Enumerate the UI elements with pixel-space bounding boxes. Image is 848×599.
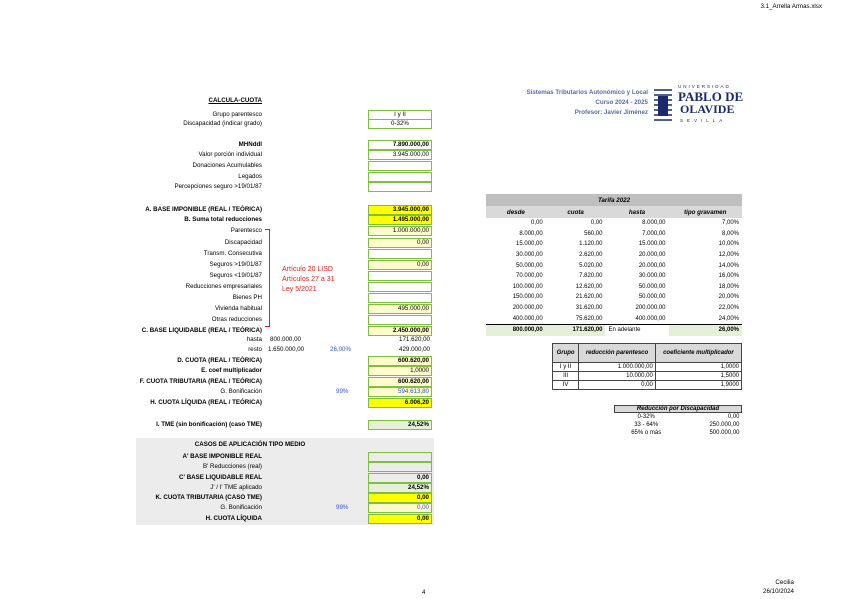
tarifa-row: 70.000,00 7.820,00 30.000,00 16,00% — [516, 273, 739, 280]
calc-value-cell[interactable]: 0,00 — [368, 238, 432, 248]
casos-value-cell[interactable]: 0,00 — [368, 473, 432, 483]
calc-label: Vivienda habitual — [214, 305, 262, 312]
casos-label: G. Bonificación — [220, 504, 262, 511]
tarifa-header: tipo gravamen — [684, 208, 727, 216]
grupo-row: IV 0,00 1,9000 — [553, 381, 742, 390]
calc-label: C. BASE LIQUIDABLE (REAL / TEÓRICA) — [141, 327, 262, 334]
calc-label: A. BASE IMPONIBLE (REAL / TEÓRICA) — [145, 206, 262, 213]
logo-text-pablo: PABLO DE — [678, 89, 744, 104]
calc-label: Discapacidad (indicar grado) — [183, 120, 262, 127]
calc-label: G. Bonificación — [220, 388, 262, 395]
calc-label: Seguros <19/01/87 — [209, 272, 262, 279]
tarifa-row: 200.000,00 31.620,00 200.000,00 22,00% — [512, 305, 739, 312]
calc-value-cell[interactable]: 3.945.000,00 — [368, 150, 432, 160]
tarifa-row: 8.000,00 560,00 7.000,00 8,00% — [519, 230, 739, 237]
hasta-amount: 800.000,00 — [270, 336, 301, 343]
page-number: 4 — [422, 589, 426, 596]
casos-bonif-pct: 99% — [336, 504, 349, 511]
calc-label: Grupo parentesco — [212, 111, 262, 118]
calc-value-cell[interactable] — [368, 182, 432, 192]
logo-text-universidad: UNIVERSIDAD — [678, 84, 731, 89]
discap-title: Reducción por Discapacidad — [615, 406, 742, 413]
casos-value-cell[interactable]: 24,52% — [368, 483, 432, 493]
tarifa-row: 50.000,00 5.020,00 20.000,00 14,00% — [516, 262, 739, 269]
discap-row: 33 - 64% 250.000,00 — [634, 422, 740, 428]
calc-label: hasta — [246, 336, 262, 343]
course-title: Sistemas Tributarios Autonómico y Local — [526, 89, 648, 96]
calc-value-cell[interactable] — [368, 293, 432, 303]
calc-label: E. coef multiplicador — [201, 367, 262, 374]
calc-label: resto — [248, 346, 262, 353]
casos-value-cell[interactable]: 0,00 — [368, 514, 432, 524]
reductions-bracket — [265, 229, 270, 327]
legal-note-2: Artículos 27 a 31 — [282, 276, 335, 283]
legal-note-3: Ley 5/2021 — [282, 286, 317, 293]
casos-label: K. CUOTA TRIBUTARIA (CASO TME) — [155, 494, 262, 501]
calc-label: Legados — [238, 173, 262, 180]
calc-label: H. CUOTA LÍQUIDA (REAL / TEÓRICA) — [150, 399, 262, 406]
casos-label: J' / I' TME aplicado — [210, 484, 262, 491]
calc-value-cell[interactable] — [368, 172, 432, 182]
calc-label: Valor porción individual — [198, 151, 262, 158]
grupo-header: reducción parentesco — [579, 344, 656, 363]
calc-value-cell[interactable]: 1,0000 — [368, 366, 432, 376]
calc-label: Transm. Consecutiva — [203, 250, 262, 257]
logo-text-sevilla: SEVILLA — [680, 118, 727, 123]
calc-value-cell[interactable]: 6.006,20 — [368, 398, 432, 408]
calc-value-cell[interactable]: 600.620,00 — [368, 356, 432, 366]
tarifa-table — [486, 194, 742, 336]
calc-value-cell[interactable]: 0-32% — [368, 119, 432, 129]
casos-value-cell[interactable] — [368, 462, 432, 472]
calc-value-cell[interactable]: 2.450.000,00 — [368, 326, 432, 336]
casos-label: B' Reducciones (real) — [203, 463, 262, 470]
file-name: 3.1_Arrella Armas.xlsx — [760, 3, 822, 10]
calc-value-cell[interactable]: 24,52% — [368, 420, 432, 430]
grupo-header: coeficiente multiplicador — [655, 344, 741, 363]
logo-text-olavide: OLAVIDE — [680, 102, 735, 116]
tarifa-title: Tarifa 2022 — [597, 196, 631, 204]
tarifa-row: 30.000,00 2.620,00 20.000,00 12,00% — [516, 252, 739, 259]
calc-value-cell[interactable]: I y II — [368, 110, 432, 120]
calc-value-cell[interactable] — [368, 161, 432, 171]
casos-label: H. CUOTA LÍQUIDA — [205, 515, 262, 522]
casos-value-cell[interactable]: 0,00 — [368, 503, 432, 513]
calc-label: MHNddI — [238, 141, 262, 148]
calc-value-cell[interactable] — [368, 249, 432, 259]
discap-table — [614, 405, 742, 437]
legal-note-1: Artículo 20 LISD — [282, 266, 333, 273]
tarifa-row: 15.000,00 1.120,00 15.000,00 10,00% — [516, 241, 739, 248]
casos-title: CASOS DE APLICACIÓN TIPO MEDIO — [194, 441, 306, 448]
calc-title: CALCULA-CUOTA — [208, 97, 262, 104]
calc-label: I. TME (sin bonificación) (caso TME) — [156, 421, 262, 428]
tarifa-row: 100.000,00 12.620,00 50.000,00 18,00% — [512, 283, 739, 290]
bonif-pct: 99% — [336, 388, 349, 395]
professor: Profesor: Javier Jiménez — [574, 109, 648, 116]
grupo-header: Grupo — [553, 344, 579, 363]
calc-value-cell[interactable]: 600.620,00 — [368, 377, 432, 387]
calc-value-cell: 171.620,00 — [399, 336, 430, 343]
calc-label: Otras reducciones — [211, 316, 262, 323]
calc-label: Donaciones Acumulables — [192, 162, 262, 169]
casos-value-cell[interactable] — [368, 452, 432, 462]
resto-amount: 1.650.000,00 — [268, 346, 305, 353]
casos-label: A' BASE IMPONIBLE REAL — [182, 453, 262, 460]
calc-label: Discapacidad — [224, 239, 262, 246]
calc-label: Seguros >19/01/87 — [209, 261, 262, 268]
calc-value-cell[interactable] — [368, 315, 432, 325]
calc-value-cell[interactable]: 495.000,00 — [368, 304, 432, 314]
calc-label: Parentesco — [230, 227, 262, 234]
tarifa-row: 400.000,00 75.620,00 400.000,00 24,00% — [512, 315, 739, 322]
calc-label: F. CUOTA TRIBUTARIA (REAL / TEÓRICA) — [139, 378, 262, 385]
tarifa-row: 0,00 0,00 8.000,00 7,00% — [531, 220, 739, 227]
calc-label: D. CUOTA (REAL / TEÓRICA) — [177, 357, 262, 364]
calc-value-cell: 429.000,00 — [399, 346, 430, 353]
casos-label: C' BASE LIQUIDABLE REAL — [179, 474, 262, 481]
tarifa-header: desde — [506, 208, 525, 216]
calc-value-cell[interactable]: 1.495.000,00 — [368, 215, 432, 225]
calc-label: Reducciones empresariales — [185, 283, 262, 290]
footer-date: 26/10/2024 — [763, 588, 794, 595]
calc-value-cell[interactable] — [368, 271, 432, 281]
calc-value-cell[interactable] — [368, 282, 432, 292]
calc-label: B. Suma total reducciones — [184, 216, 262, 223]
tarifa-header: hasta — [628, 208, 646, 216]
calc-value-cell[interactable]: 1.000.000,00 — [368, 226, 432, 236]
grupo-row: III 10.000,00 1,5000 — [553, 372, 742, 381]
tarifa-header: cuota — [567, 208, 584, 216]
calc-value-cell[interactable]: 3.945.000,00 — [368, 205, 432, 215]
course-year: Curso 2024 - 2025 — [595, 99, 648, 106]
calc-value-cell[interactable]: 0,00 — [368, 260, 432, 270]
grupo-row: I y II 1.000.000,00 1,0000 — [553, 363, 742, 372]
discap-row: 65% o más 500.000,00 — [631, 430, 740, 436]
tarifa-row: 800.000,00 171.620,00 En adelante 26,00% — [486, 324, 742, 335]
calc-label: Bienes PH — [232, 294, 262, 301]
footer-author: Cecilia — [775, 579, 794, 586]
calc-value-cell[interactable]: 7.890.000,00 — [368, 140, 432, 150]
casos-value-cell[interactable]: 0,00 — [368, 493, 432, 503]
tarifa-row: 150.000,00 21.620,00 50.000,00 20,00% — [512, 294, 739, 301]
grupo-table — [552, 343, 742, 390]
discap-row: 0-32% 0,00 — [637, 414, 740, 420]
logo-emblem-icon — [652, 86, 674, 126]
calc-label: Percepciones seguro >19/01/87 — [174, 183, 262, 190]
calc-value-cell[interactable]: 594.613,80 — [368, 387, 432, 397]
university-logo — [652, 84, 744, 128]
resto-pct: 26,00% — [330, 346, 351, 353]
